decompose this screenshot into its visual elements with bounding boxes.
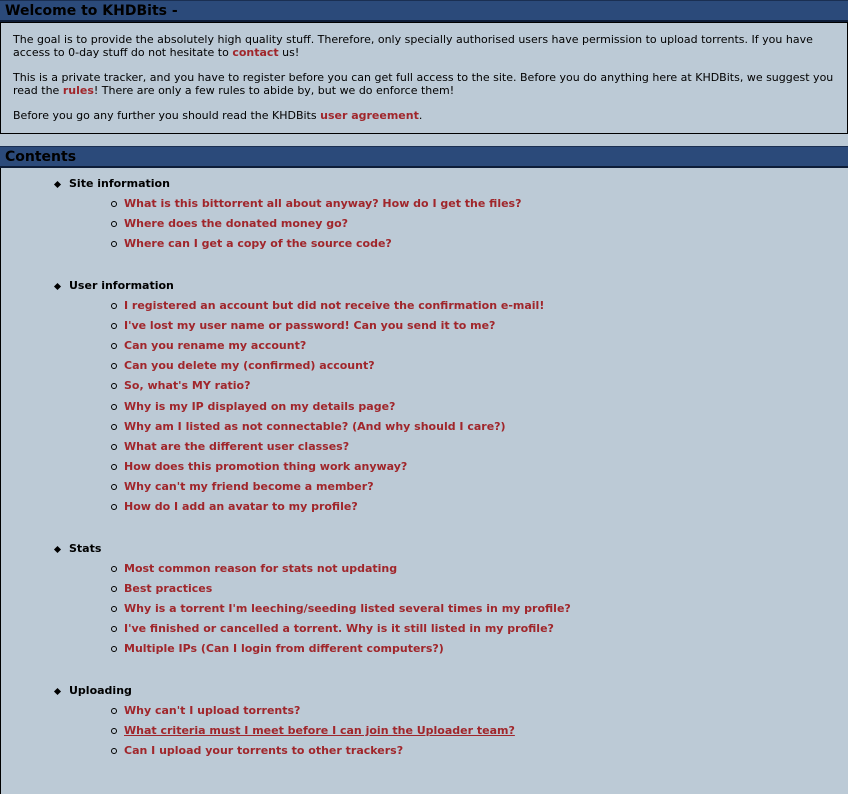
welcome-paragraph-3 [13, 109, 835, 122]
welcome-header: Welcome to KHDBits - [0, 0, 848, 22]
circle-bullet-icon [111, 586, 117, 592]
circle-bullet-icon [111, 748, 117, 754]
faq-item [124, 437, 848, 457]
section-title: Site information [51, 174, 848, 194]
faq-question-link[interactable]: Why am I listed as not connectable? (And why should I care?) [124, 419, 506, 433]
welcome-text-3: Before you go any further you should read the KHDBits [13, 109, 321, 122]
circle-bullet-icon [111, 646, 117, 652]
faq-question-link[interactable]: Why is my IP displayed on my details page? [124, 399, 396, 413]
welcome-paragraph-1 [13, 33, 835, 59]
faq-question-link[interactable]: I've finished or cancelled a torrent. Why is it still listed in my profile? [124, 622, 554, 636]
faq-item [124, 397, 848, 417]
circle-bullet-icon [111, 566, 117, 572]
circle-bullet-icon [111, 728, 117, 734]
faq-item [124, 336, 848, 356]
circle-bullet-icon [111, 404, 117, 410]
faq-item [124, 497, 848, 517]
faq-question-link[interactable]: Why can't I upload torrents? [124, 703, 301, 717]
section-title: User information [51, 276, 848, 296]
user-agreement-link[interactable]: user agreement [320, 109, 419, 122]
faq-section [51, 174, 848, 255]
section-items [51, 296, 848, 518]
section-items [51, 194, 848, 255]
faq-question-link[interactable]: Why is a torrent I'm leeching/seeding listed several times in my profile? [124, 602, 571, 615]
circle-bullet-icon [111, 383, 117, 389]
circle-bullet-icon [111, 343, 117, 349]
welcome-tail-1: us! [278, 46, 300, 59]
welcome-text-1: The goal is to provide the absolutely high quality stuff. Therefore, only specially authorised users have permission to upload torrents. If you have access to 0-day stuff do not hesitate to [13, 33, 813, 59]
faq-item [124, 457, 848, 477]
faq-question-link[interactable]: Can you delete my (confirmed) account? [124, 359, 375, 373]
panel-gap [0, 134, 848, 146]
section-items [51, 559, 848, 660]
faq-item [124, 559, 848, 579]
circle-bullet-icon [111, 484, 117, 490]
faq-item [124, 417, 848, 437]
faq-item [124, 599, 848, 619]
contents-sections [1, 174, 848, 761]
welcome-text-2: This is a private tracker, and you have to register before you can get full access to the site. Before you do anything here at KHDBits, we suggest you read the [13, 71, 834, 97]
welcome-paragraph-2 [13, 71, 835, 97]
faq-item [124, 194, 848, 214]
contents-header: Contents [0, 146, 848, 168]
circle-bullet-icon [111, 464, 117, 470]
section-items [51, 701, 848, 762]
contents-panel [0, 168, 848, 794]
faq-item [124, 234, 848, 254]
rules-link[interactable]: rules [62, 84, 94, 97]
section-title: Stats [51, 539, 848, 559]
faq-item [124, 296, 848, 316]
section-title: Uploading [51, 681, 848, 701]
faq-question-link[interactable]: What criteria must I meet before I can join the Uploader team? [124, 723, 515, 737]
faq-item [124, 477, 848, 497]
faq-item [124, 376, 848, 396]
circle-bullet-icon [111, 363, 117, 369]
faq-question-link[interactable]: How do I add an avatar to my profile? [124, 500, 358, 514]
faq-item [124, 316, 848, 336]
welcome-tail-2: ! There are only a few rules to abide by, but we do enforce them! [93, 84, 455, 97]
faq-item [124, 619, 848, 639]
circle-bullet-icon [111, 626, 117, 632]
circle-bullet-icon [111, 303, 117, 309]
faq-question-link[interactable]: I registered an account but did not receive the confirmation e-mail! [124, 298, 545, 312]
circle-bullet-icon [111, 201, 117, 207]
faq-section [51, 539, 848, 660]
circle-bullet-icon [111, 221, 117, 227]
circle-bullet-icon [111, 323, 117, 329]
faq-question-link[interactable]: Where does the donated money go? [124, 217, 349, 231]
circle-bullet-icon [111, 424, 117, 430]
faq-item [124, 579, 848, 599]
faq-section [51, 681, 848, 762]
faq-question-link[interactable]: What is this bittorrent all about anyway? How do I get the files? [124, 197, 522, 210]
circle-bullet-icon [111, 504, 117, 510]
faq-question-link[interactable]: Where can I get a copy of the source code? [124, 237, 392, 251]
faq-question-link[interactable]: Why can't my friend become a member? [124, 480, 374, 494]
faq-section [51, 276, 848, 518]
welcome-tail-3: . [418, 109, 423, 122]
faq-item [124, 356, 848, 376]
faq-item [124, 741, 848, 761]
faq-item [124, 721, 848, 741]
faq-item [124, 701, 848, 721]
faq-question-link[interactable]: How does this promotion thing work anyway? [124, 460, 408, 474]
faq-question-link[interactable]: Multiple IPs (Can I login from different computers?) [124, 642, 444, 656]
faq-question-link[interactable]: What are the different user classes? [124, 439, 350, 453]
faq-question-link[interactable]: Best practices [124, 581, 213, 595]
faq-question-link[interactable]: So, what's MY ratio? [124, 379, 251, 393]
faq-question-link[interactable]: Can you rename my account? [124, 338, 307, 352]
contact-link[interactable]: contact [232, 46, 279, 59]
circle-bullet-icon [111, 241, 117, 247]
circle-bullet-icon [111, 444, 117, 450]
welcome-panel [0, 22, 848, 134]
faq-item [124, 639, 848, 659]
faq-question-link[interactable]: Most common reason for stats not updating [124, 561, 398, 575]
circle-bullet-icon [111, 708, 117, 714]
faq-question-link[interactable]: Can I upload your torrents to other trackers? [124, 743, 404, 757]
circle-bullet-icon [111, 606, 117, 612]
faq-item [124, 214, 848, 234]
faq-question-link[interactable]: I've lost my user name or password! Can you send it to me? [124, 318, 496, 332]
